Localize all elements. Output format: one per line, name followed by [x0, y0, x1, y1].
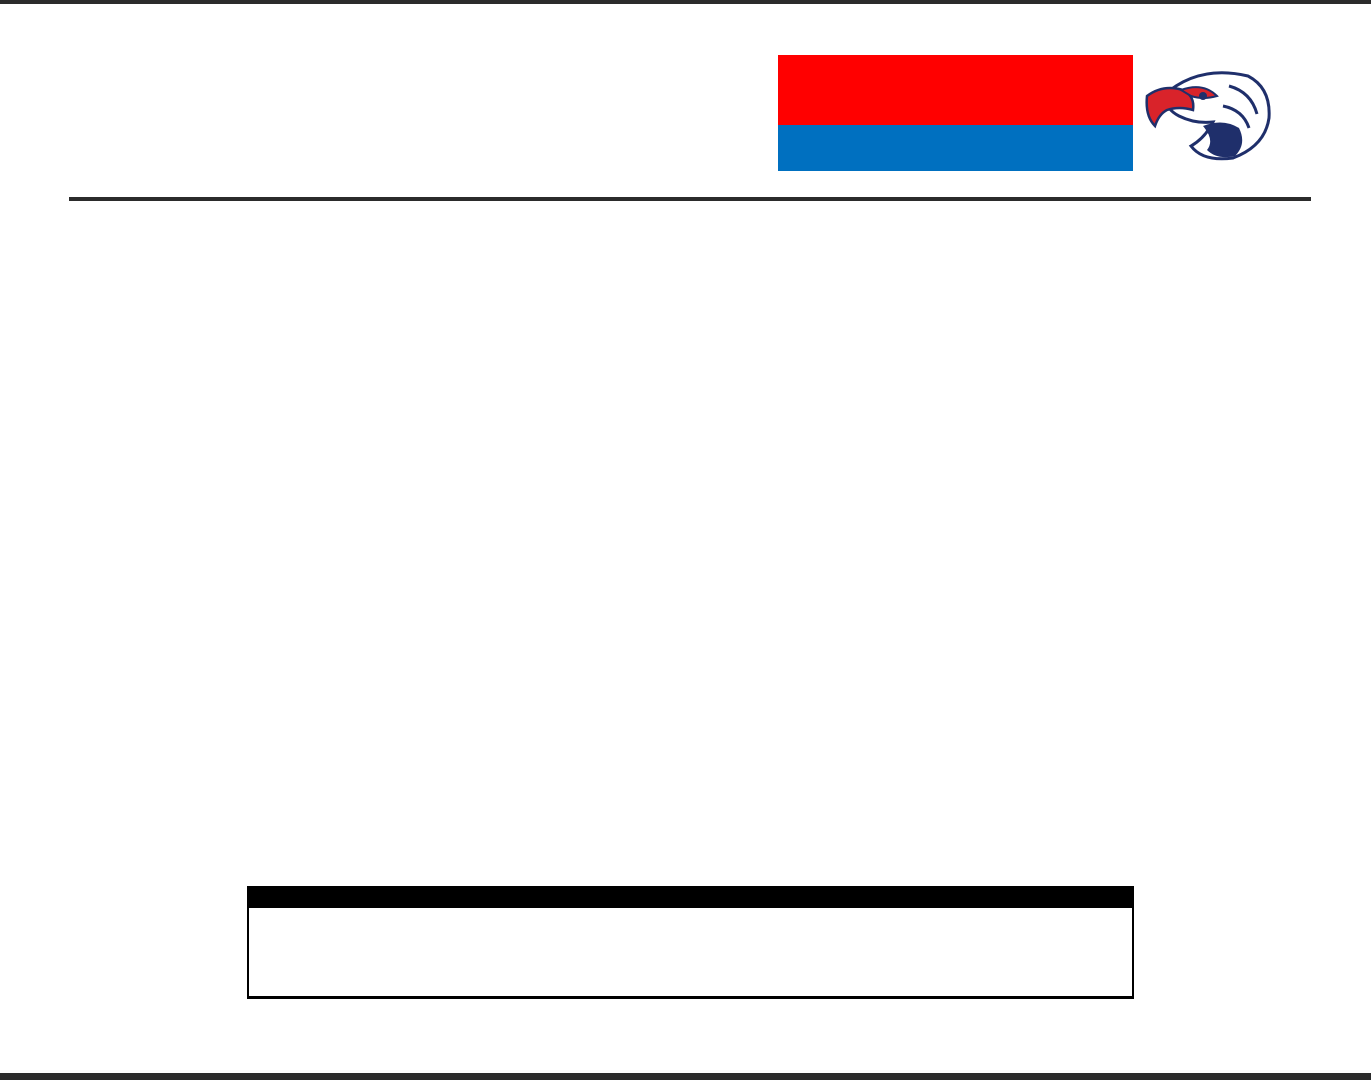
top-border — [0, 0, 1371, 4]
banner-red-block — [778, 55, 1133, 125]
eagle-head-logo-icon — [1143, 66, 1273, 162]
notes-box — [247, 908, 1134, 999]
bottom-border — [0, 1073, 1371, 1080]
banner-blue-block — [778, 125, 1133, 171]
calendar-grid — [69, 201, 1311, 888]
games-note — [247, 886, 1134, 908]
